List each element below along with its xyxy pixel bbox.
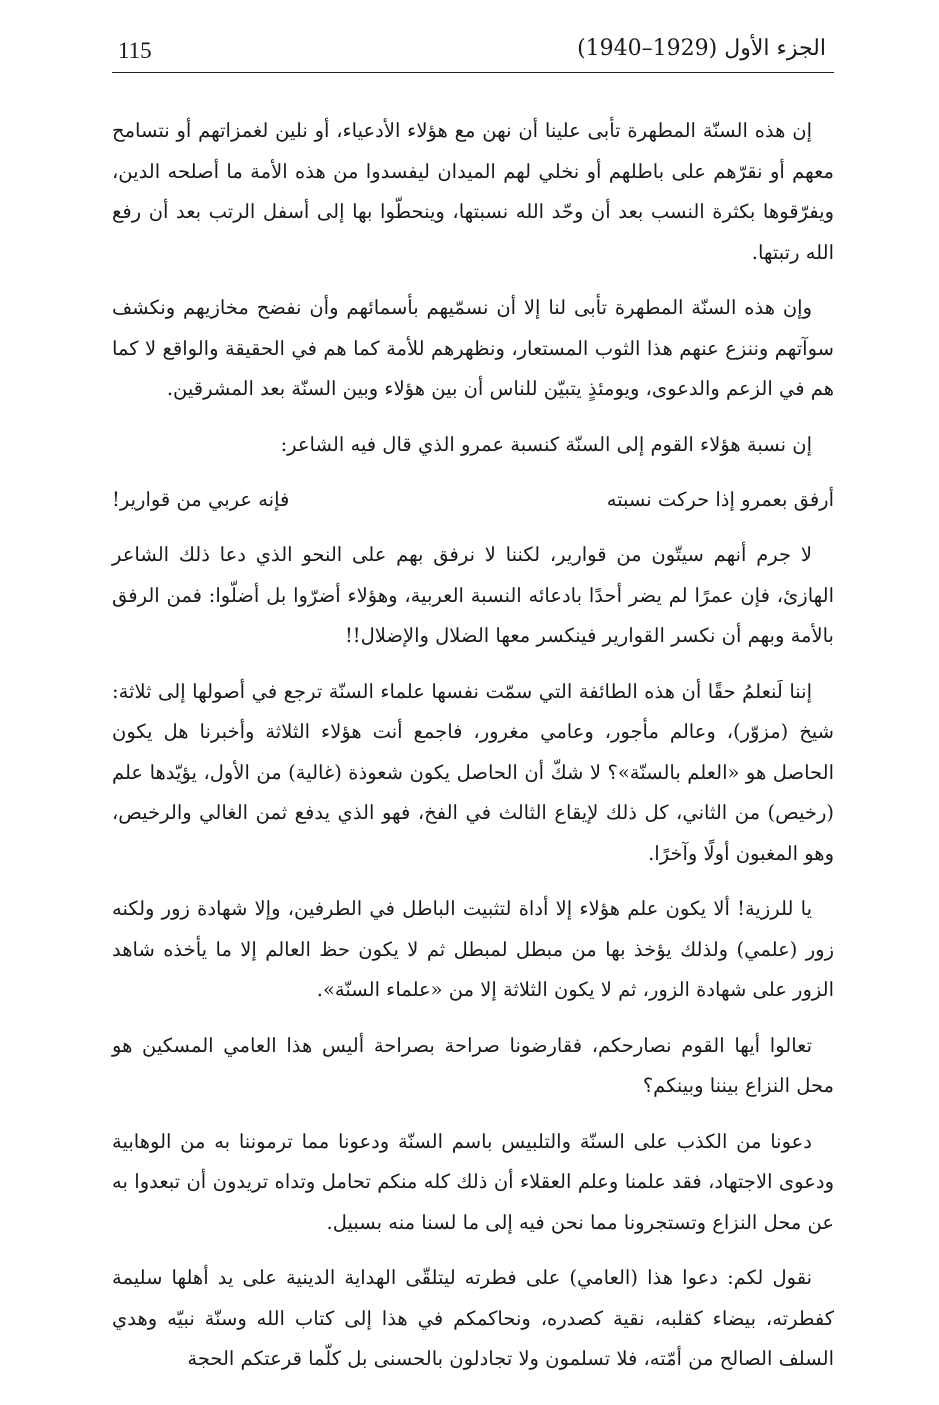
page-number: 115 [118, 38, 152, 63]
paragraph: يا للرزية! ألا يكون علم هؤلاء إلا أداة لتثبيت الباطل في الطرفين، وإلا شهادة زور ولكنه زور (علمي) ولذلك يؤخذ بها من مبطل لمبطل ثم لا يكون حظ العالم إلا ما يأخذه شاهد الزور على شهادة الزور، ثم لا يكون الثلاثة إلا من «علماء السنّة». [112, 897, 834, 1001]
paragraph: تعالوا أيها القوم نصارحكم، فقارضونا صراحة بصراحة أليس هذا العامي المسكين هو محل النزاع بيننا وبينكم؟ [112, 1033, 834, 1097]
paragraph: نقول لكم: دعوا هذا (العامي) على فطرته ليتلقّى الهداية الدينية على يد أهلها سليمة كفطرته، بيضاء كقلبه، نقية كصدره، ونحاكمكم في هذا إلى كتاب الله وسنّة نبيّه وهدي السلف الصالح من أمّته، فلا تسلمون ولا تجادلون بالحسنى بل كلّما قرعتكم الحجة [112, 1266, 834, 1370]
verse-second-hemistich: فإنه عربي من قوارير! [112, 488, 290, 511]
paragraph: إننا لَنعلمُ حقًا أن هذه الطائفة التي سمّت نفسها علماء السنّة ترجع في أصولها إلى ثلاثة: شيخ (مزوّر)، وعالم مأجور، وعامي مغرور، فاجمع أنت هؤلاء الثلاثة وأخبرنا هل يكون الحاصل هو «العلم بالسنّة»؟ لا شكّ أن الحاصل يكون شعوذة (غالية) من الأول، يؤيّدها علم (رخيص) من الثاني، كل ذلك لإيقاع الثالث في الفخ، فهو الذي يدفع ثمن الغالي والرخيص، وهو المغبون أولًا وآخرًا. [112, 679, 834, 865]
book-page [112, 30, 834, 1395]
paragraph: إن نسبة هؤلاء القوم إلى السنّة كنسبة عمرو الذي قال فيه الشاعر: [280, 432, 812, 456]
paragraph: إن هذه السنّة المطهرة تأبى علينا أن نهن مع هؤلاء الأدعياء، أو نلين لغمزاتهم أو نتسامح معهم أو نقرّهم على باطلهم أو نخلي لهم الميدان ليفسدوا من هذه الأمة ما أصلحه الدين، ويفرّقوها بكثرة النسب بعد أن وحّد الله نسبتها، وينحطّوا بها إلى أسفل الرتب بعد أن رفع الله رتبتها. [112, 119, 834, 264]
paragraph: لا جرم أنهم سيتّون من قوارير، لكننا لا نرفق بهم على النحو الذي دعا ذلك الشاعر الهازئ، فإن عمرًا لم يضر أحدًا بادعائه النسبة العربية، وهؤلاء أضرّوا بل أضلّوا: فمن الرفق بالأمة وبهم أن نكسر القوارير فينكسر معها الضلال والإضلال!! [112, 543, 834, 647]
volume-title: الجزء الأول (1929–1940) [577, 36, 826, 61]
poetry-verse [112, 480, 834, 520]
running-header [112, 30, 834, 73]
paragraph: دعونا من الكذب على السنّة والتلبيس باسم السنّة ودعونا مما ترموننا به من الوهابية ودعوى الاجتهاد، فقد علمنا وعلم العقلاء أن ذلك كله منكم تحامل وتداه تريدون أن تبعدوا به عن محل النزاع وتستجرونا مما نحن فيه إلى ما لسنا منه بسبيل. [112, 1129, 834, 1234]
paragraph: وإن هذه السنّة المطهرة تأبى لنا إلا أن نسمّيهم بأسمائهم وأن نفضح مخازيهم ونكشف سوآتهم وننزع عنهم هذا الثوب المستعار، ونظهرهم للأمة كما هم في الحقيقة والواقع لا كما هم في الزعم والدعوى، ويومئذٍ يتبيّن للناس أن بين هؤلاء وبين السنّة بعد المشرقين. [112, 296, 835, 400]
body-text [112, 111, 834, 1380]
verse-first-hemistich: أرفق بعمرو إذا حركت نسبته [606, 488, 834, 511]
